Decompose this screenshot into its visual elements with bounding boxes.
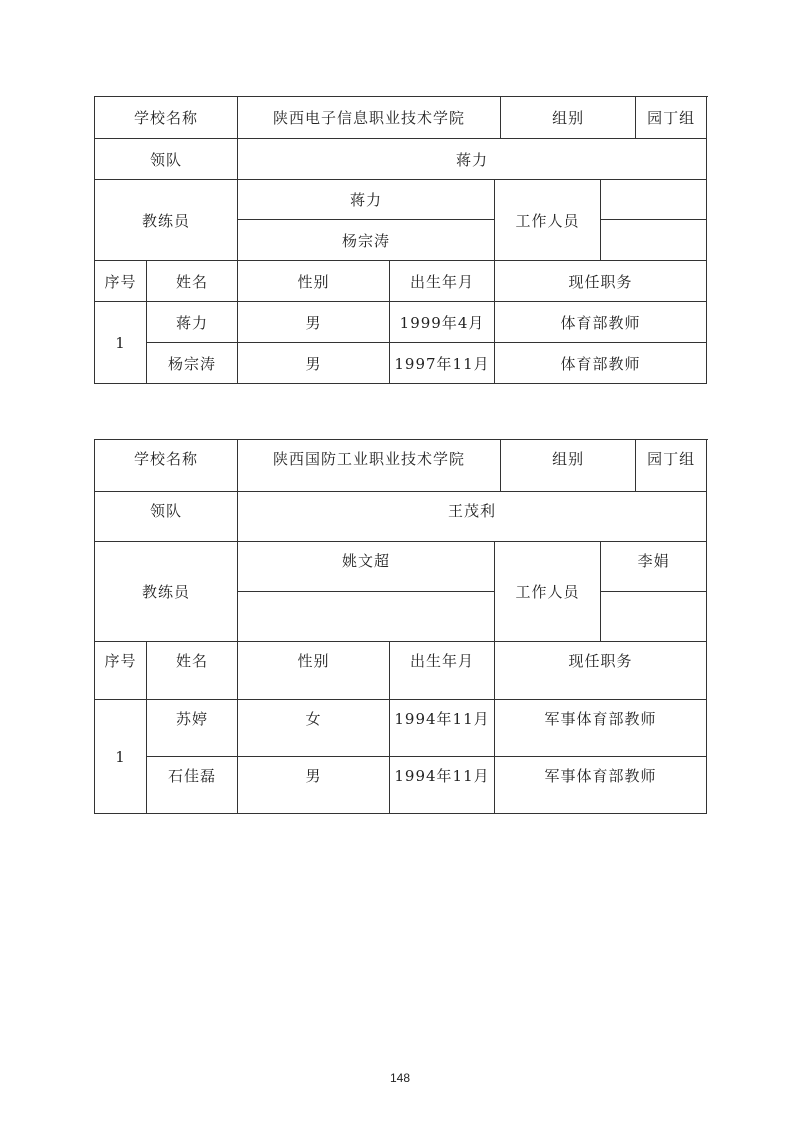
school-name-label: 学校名称 (95, 97, 238, 139)
member-position: 体育部教师 (495, 343, 707, 384)
no-header: 序号 (95, 642, 147, 700)
gender-header: 性别 (238, 642, 390, 700)
group-label: 组别 (501, 97, 636, 139)
member-name: 石佳磊 (147, 757, 238, 814)
member-position: 军事体育部教师 (495, 757, 707, 814)
gender-header: 性别 (238, 261, 390, 302)
coach-value: 姚文超 (238, 542, 495, 592)
member-position: 军事体育部教师 (495, 700, 707, 757)
team-number: 1 (95, 700, 147, 814)
team-registration-table (94, 439, 707, 814)
staff-value: 李娟 (601, 542, 707, 592)
member-name: 蒋力 (147, 302, 238, 343)
member-name: 杨宗涛 (147, 343, 238, 384)
school-name-label: 学校名称 (95, 440, 238, 492)
group-label: 组别 (501, 440, 636, 492)
member-birth: 1994年11月 (390, 757, 495, 814)
group-value: 园丁组 (636, 97, 707, 139)
birth-header: 出生年月 (390, 261, 495, 302)
table-row (95, 757, 707, 814)
coach-value: 蒋力 (238, 180, 495, 220)
staff-value (601, 180, 707, 220)
position-header: 现任职务 (495, 261, 707, 302)
member-gender: 男 (238, 302, 390, 343)
leader-value: 蒋力 (238, 139, 707, 180)
table-row (95, 700, 707, 757)
birth-header: 出生年月 (390, 642, 495, 700)
staff-value (601, 220, 707, 261)
member-name: 苏婷 (147, 700, 238, 757)
name-header: 姓名 (147, 261, 238, 302)
coach-label: 教练员 (95, 542, 238, 642)
group-value: 园丁组 (636, 440, 707, 492)
team-number: 1 (95, 302, 147, 384)
page-number: 148 (389, 1071, 411, 1085)
member-gender: 男 (238, 343, 390, 384)
staff-label: 工作人员 (495, 180, 601, 261)
team-registration-table (94, 96, 707, 384)
coach-value: 杨宗涛 (238, 220, 495, 261)
table-row (95, 302, 707, 343)
staff-label: 工作人员 (495, 542, 601, 642)
coach-value (238, 592, 495, 642)
member-gender: 男 (238, 757, 390, 814)
name-header: 姓名 (147, 642, 238, 700)
member-position: 体育部教师 (495, 302, 707, 343)
member-birth: 1994年11月 (390, 700, 495, 757)
coach-label: 教练员 (95, 180, 238, 261)
member-gender: 女 (238, 700, 390, 757)
position-header: 现任职务 (495, 642, 707, 700)
school-name-value: 陕西国防工业职业技术学院 (238, 440, 501, 492)
no-header: 序号 (95, 261, 147, 302)
school-name-value: 陕西电子信息职业技术学院 (238, 97, 501, 139)
leader-label: 领队 (95, 139, 238, 180)
member-birth: 1997年11月 (390, 343, 495, 384)
member-birth: 1999年4月 (390, 302, 495, 343)
staff-value (601, 592, 707, 642)
leader-value: 王茂利 (238, 492, 707, 542)
leader-label: 领队 (95, 492, 238, 542)
table-row (95, 343, 707, 384)
